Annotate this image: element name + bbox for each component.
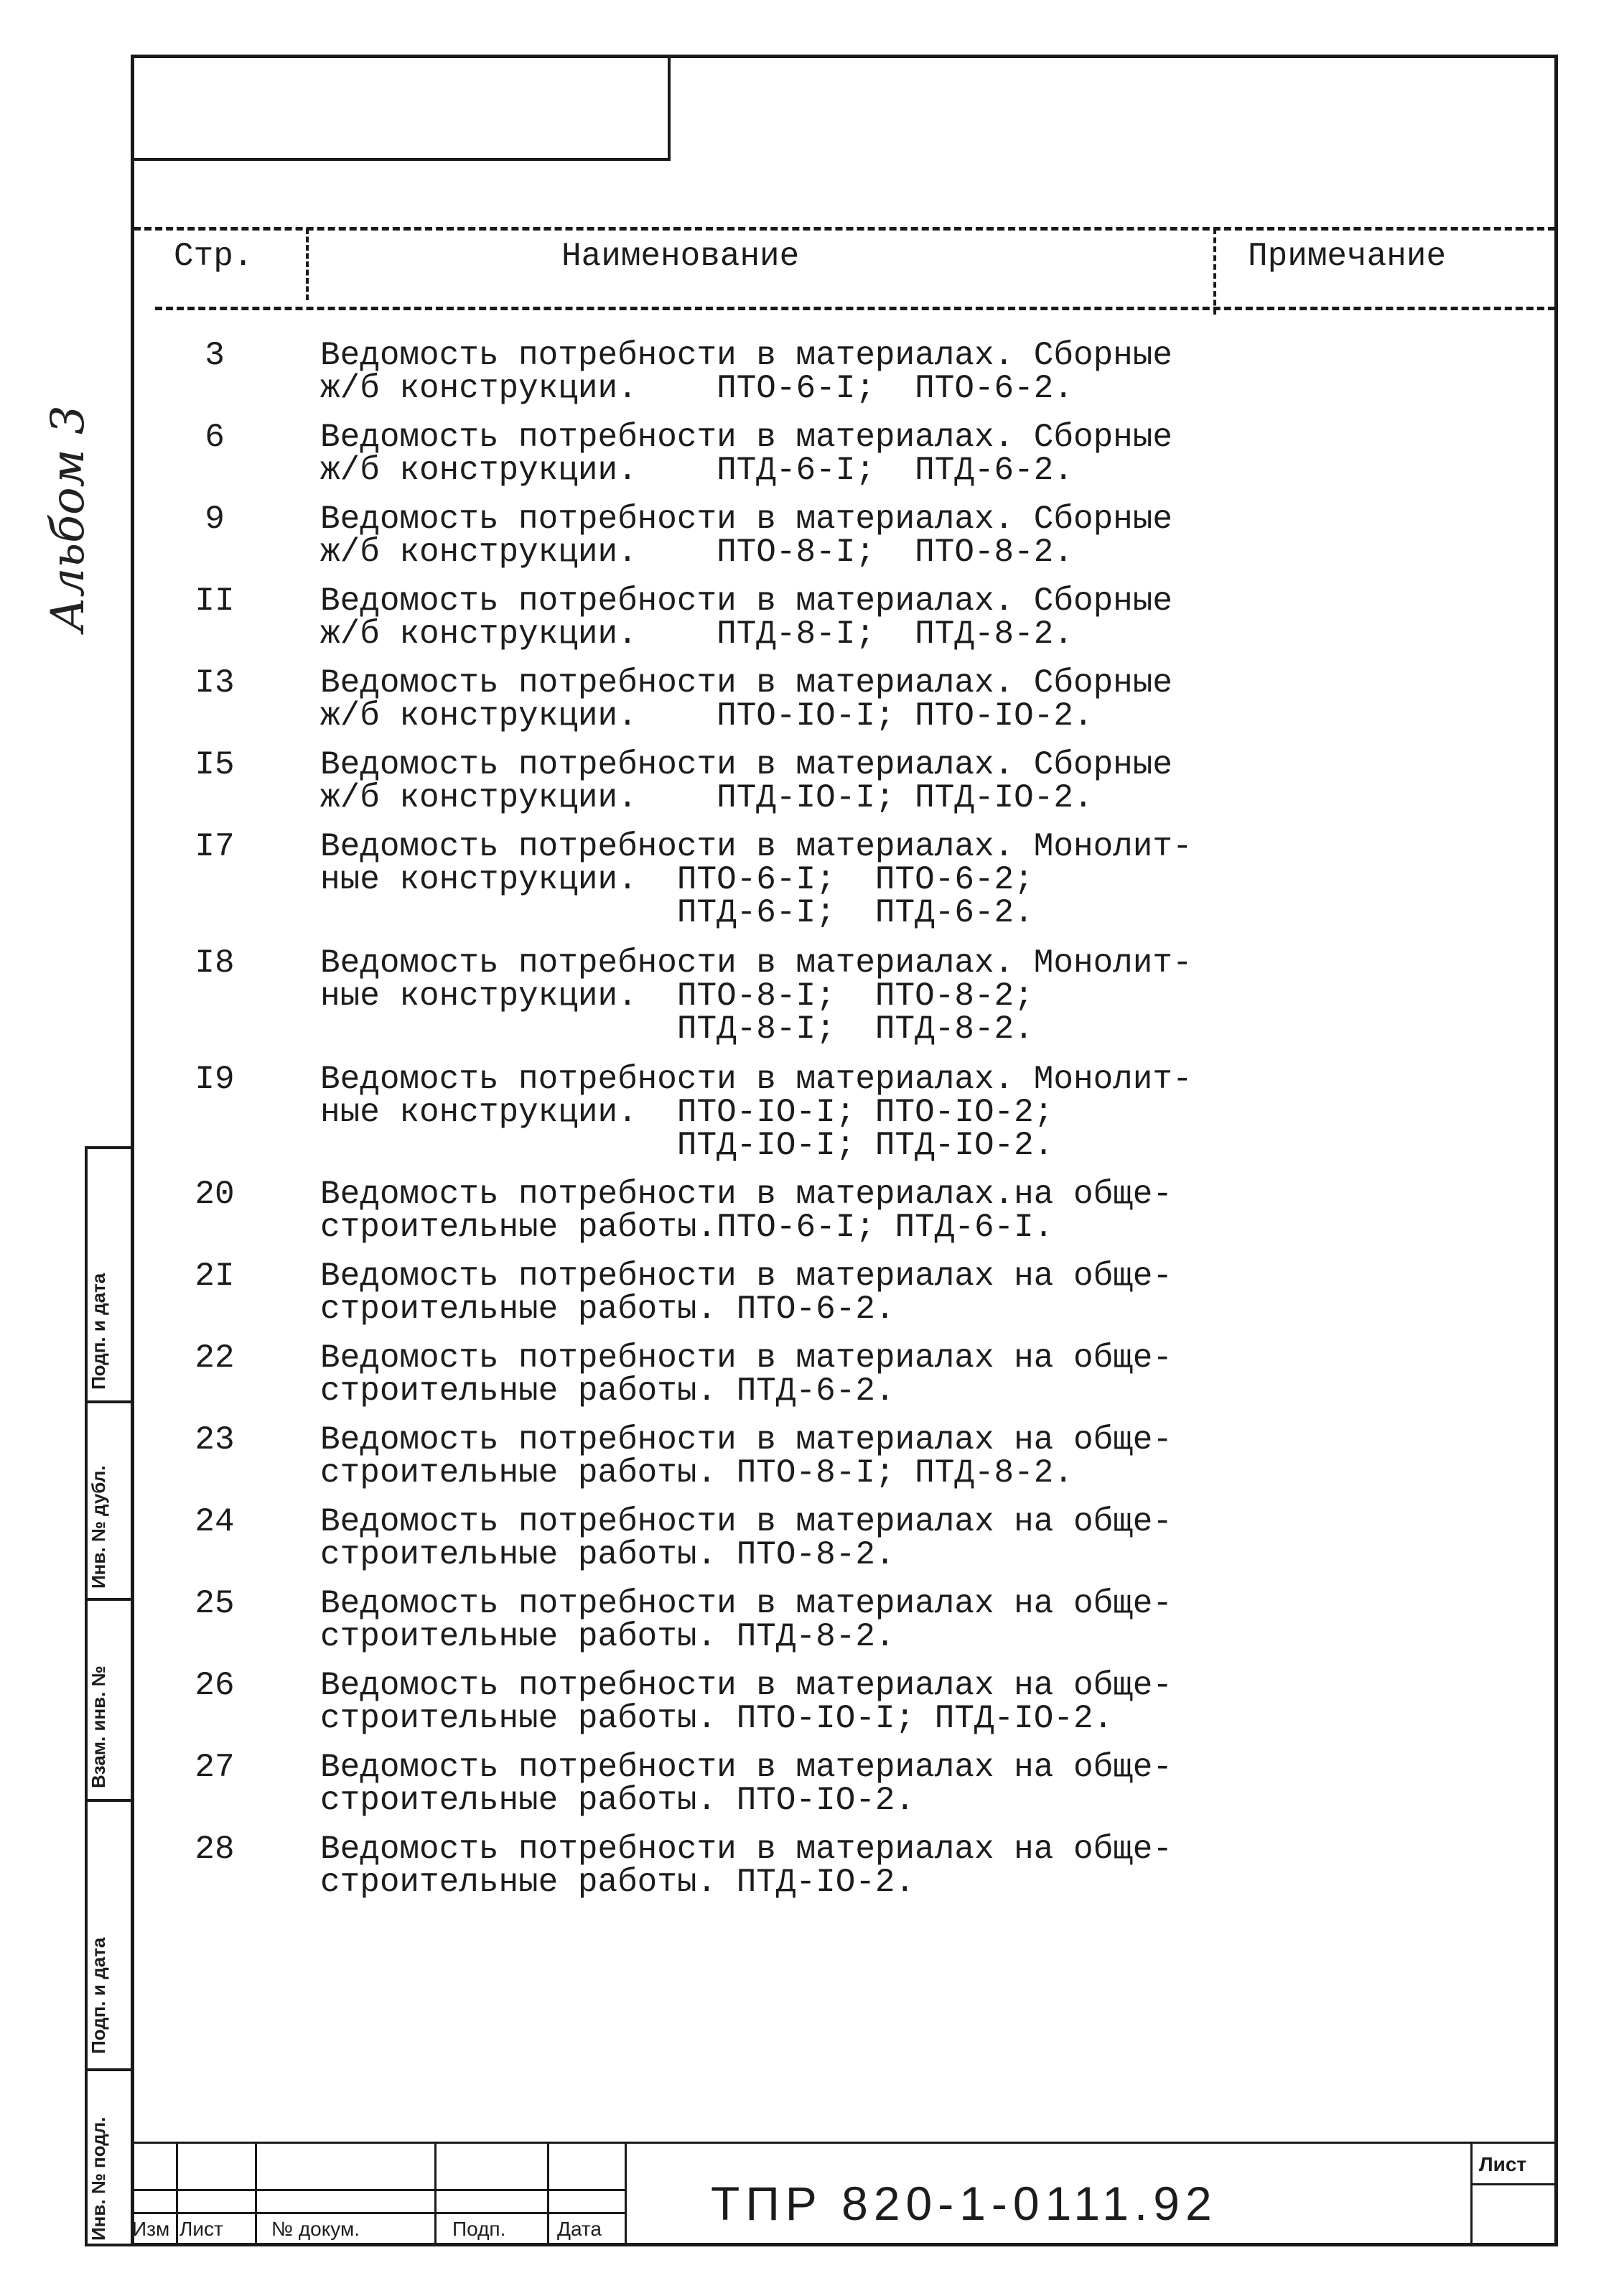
row-description (320, 1063, 1254, 1162)
row-description-line: строительные работы. ПТО-IO-I; ПТД-IO-2. (320, 1700, 1114, 1737)
row-page-number: I7 (195, 828, 235, 865)
row-description-line: Ведомость потребности в материалах. Монолит- (320, 828, 1193, 865)
album-note: Альбом 3 (42, 405, 95, 632)
row-page-number: 22 (195, 1339, 235, 1377)
row-page-number: 25 (195, 1585, 235, 1622)
row-description-line: Ведомость потребности в материалах. Сборные (320, 419, 1172, 456)
row-page-number: I9 (195, 1061, 235, 1098)
caption-doc: № докум. (271, 2218, 360, 2240)
row-page-number: 27 (195, 1749, 235, 1786)
side-stamp-label: Инв. № дубл. (88, 1465, 109, 1589)
row-description (320, 1669, 1254, 1735)
side-stamp-label: Инв. № подл. (88, 2116, 109, 2241)
row-description-line: Ведомость потребности в материалах на обще- (320, 1749, 1172, 1786)
row-description-line: строительные работы. ПТД-6-2. (320, 1372, 895, 1410)
caption-date: Дата (557, 2218, 602, 2240)
row-description-line: ПТД-8-I; ПТД-8-2. (320, 1010, 1034, 1048)
row-description-line: ж/б конструкции. ПТО-6-I; ПТО-6-2. (320, 370, 1073, 407)
row-page-number: I5 (195, 746, 235, 784)
row-description-line: строительные работы. ПТД-8-2. (320, 1618, 895, 1655)
side-stamp-label: Взам. инв. № (88, 1665, 109, 1788)
row-description (320, 666, 1254, 733)
row-description (320, 1833, 1254, 1899)
row-description-line: ные конструкции. ПТО-8-I; ПТО-8-2; (320, 977, 1034, 1015)
row-description (320, 1751, 1254, 1817)
row-description-line: Ведомость потребности в материалах. Сборные (320, 664, 1172, 702)
caption-list: Лист (179, 2218, 223, 2240)
side-stamp-label: Подп. и дата (88, 1273, 109, 1390)
row-page-number: 20 (195, 1176, 235, 1213)
row-description-line: Ведомость потребности в материалах. Монолит- (320, 1061, 1193, 1098)
header-note: Примечание (1248, 238, 1447, 275)
row-description-line: Ведомость потребности в материалах на обще- (320, 1585, 1172, 1622)
row-description (320, 582, 1254, 653)
row-description-line: Ведомость потребности в материалах. Сборные (320, 501, 1172, 538)
row-page-number: I3 (195, 664, 235, 702)
row-description-line: Ведомость потребности в материалах на обще- (320, 1831, 1172, 1868)
row-description (320, 503, 1254, 569)
row-description (320, 1178, 1254, 1244)
row-page-number: 23 (195, 1421, 235, 1459)
row-description-line: ные конструкции. ПТО-IO-I; ПТО-IO-2; (320, 1094, 1054, 1131)
row-description-line: ПТД-IO-I; ПТД-IO-2. (320, 1127, 1054, 1164)
row-page-number: 9 (205, 501, 225, 538)
document-code: ТПР 820-1-0111.92 (711, 2177, 1218, 2230)
caption-sign: Подп. (452, 2218, 506, 2240)
row-description-line: Ведомость потребности в материалах. Сборные (320, 582, 1172, 620)
row-description (320, 421, 1254, 487)
row-page-number: 26 (195, 1667, 235, 1704)
row-description-line: Ведомость потребности в материалах на обще- (320, 1258, 1172, 1295)
row-description (320, 339, 1254, 405)
row-description-line: строительные работы. ПТО-8-2. (320, 1536, 895, 1574)
row-description-line: ПТД-6-I; ПТД-6-2. (320, 894, 1034, 931)
row-description-line: Ведомость потребности в материалах. Сборные (320, 746, 1172, 784)
row-description-line: Ведомость потребности в материалах на обще- (320, 1339, 1172, 1377)
row-description (320, 746, 1254, 817)
row-description-line: Ведомость потребности в материалах на обще- (320, 1667, 1172, 1704)
row-description (320, 830, 1254, 929)
header-name: Наименование (561, 238, 800, 275)
row-page-number: 3 (205, 337, 225, 374)
row-description-line: Ведомость потребности в материалах. Монолит- (320, 944, 1193, 982)
row-description-line: строительные работы. ПТО-6-2. (320, 1291, 895, 1328)
row-description-line: ж/б конструкции. ПТД-8-I; ПТД-8-2. (320, 615, 1073, 653)
row-page-number: 28 (195, 1831, 235, 1868)
row-description-line: Ведомость потребности в материалах.на обще- (320, 1176, 1172, 1213)
row-description-line: строительные работы.ПТО-6-I; ПТД-6-I. (320, 1209, 1054, 1246)
row-description (320, 1260, 1254, 1326)
row-description (320, 944, 1254, 1048)
caption-izm: Изм (132, 2218, 170, 2240)
row-description-line: ж/б конструкции. ПТД-IO-I; ПТД-IO-2. (320, 779, 1093, 817)
row-page-number: II (195, 582, 235, 620)
row-description (320, 1503, 1254, 1574)
row-page-number: 6 (205, 419, 225, 456)
row-description-line: Ведомость потребности в материалах. Сборные (320, 337, 1172, 374)
top-stamp-box (131, 55, 671, 161)
row-description-line: Ведомость потребности в материалах на обще- (320, 1421, 1172, 1459)
row-description-line: ж/б конструкции. ПТО-IO-I; ПТО-IO-2. (320, 697, 1093, 735)
row-description (320, 1339, 1254, 1410)
row-page-number: I8 (195, 944, 235, 982)
row-description-line: строительные работы. ПТО-IO-2. (320, 1782, 915, 1819)
row-page-number: 2I (195, 1258, 235, 1295)
row-description-line: ж/б конструкции. ПТО-8-I; ПТО-8-2. (320, 534, 1073, 571)
row-description-line: строительные работы. ПТД-IO-2. (320, 1864, 915, 1901)
row-page-number: 24 (195, 1503, 235, 1540)
row-description-line: ж/б конструкции. ПТД-6-I; ПТД-6-2. (320, 452, 1073, 489)
row-description-line: строительные работы. ПТО-8-I; ПТД-8-2. (320, 1454, 1073, 1492)
side-stamp-label: Подп. и дата (88, 1937, 109, 2054)
row-description (320, 1587, 1254, 1653)
sheet-label: Лист (1479, 2153, 1527, 2175)
row-description-line: Ведомость потребности в материалах на обще- (320, 1503, 1172, 1540)
row-description-line: ные конструкции. ПТО-6-I; ПТО-6-2; (320, 861, 1034, 898)
row-description (320, 1421, 1254, 1492)
header-page: Стр. (174, 238, 253, 275)
